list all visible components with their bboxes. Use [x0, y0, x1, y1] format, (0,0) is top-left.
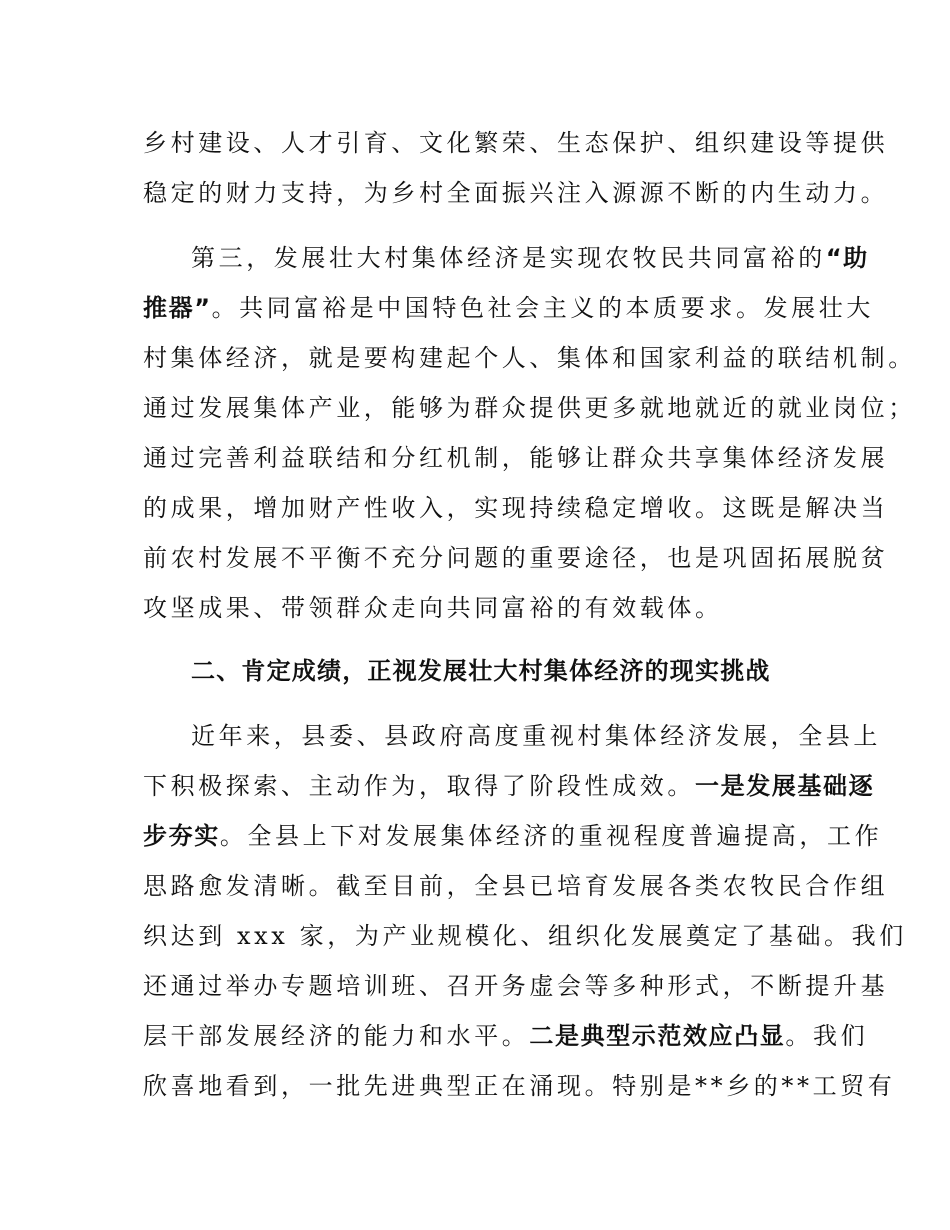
- body-text: 。全县上下对发展集体经济的重视程度普遍提高，工作: [219, 822, 883, 850]
- body-text: 。我们: [785, 1022, 869, 1050]
- paragraph-line: 的成果，增加财产性收入，实现持续稳定增收。这既是解决当: [143, 494, 889, 522]
- paragraph-line: 欣喜地看到，一批先进典型正在涌现。特别是**乡的**工贸有: [143, 1072, 896, 1100]
- body-text: 。共同富裕是中国特色社会主义的本质要求。发展壮大: [211, 294, 874, 322]
- section-heading: 二、肯定成绩，正视发展壮大村集体经济的现实挑战: [191, 657, 771, 685]
- emphasis-text: 推器”: [143, 294, 212, 322]
- paragraph-line: [143, 761, 875, 811]
- body-text: 层干部发展经济的能力和水平。: [143, 1022, 530, 1050]
- paragraph-line: [191, 233, 869, 283]
- paragraph-line: 通过发展集体产业，能够为群众提供更多就地就近的就业岗位；: [143, 394, 916, 422]
- body-text: 第三，发展壮大村集体经济是实现农牧民共同富裕的: [191, 244, 826, 272]
- paragraph-line: 攻坚成果、带领群众走向共同富裕的有效载体。: [143, 594, 723, 622]
- emphasis-text: 步夯实: [143, 822, 220, 850]
- paragraph-line: [143, 1011, 869, 1061]
- body-text: 下积极探索、主动作为，取得了阶段性成效。: [143, 772, 695, 800]
- paragraph-line: 通过完善利益联结和分红机制，能够让群众共享集体经济发展: [143, 444, 889, 472]
- paragraph-line: [143, 811, 883, 861]
- paragraph-line: 思路愈发清晰。截至目前，全县已培育发展各类农牧民合作组: [143, 872, 889, 900]
- paragraph-line: 还通过举办专题培训班、召开务虚会等多种形式，不断提升基: [143, 972, 889, 1000]
- emphasis-text: 一是发展基础逐: [695, 772, 875, 800]
- paragraph-line: 近年来，县委、县政府高度重视村集体经济发展，全县上: [191, 722, 881, 750]
- paragraph-line: 前农村发展不平衡不充分问题的重要途径，也是巩固拓展脱贫: [143, 544, 889, 572]
- emphasis-text: 二是典型示范效应凸显: [529, 1022, 786, 1050]
- emphasis-text: “助: [825, 244, 869, 272]
- paragraph-line: [143, 283, 874, 333]
- paragraph-line: 乡村建设、人才引育、文化繁荣、生态保护、组织建设等提供: [143, 129, 889, 157]
- paragraph-line: 织达到 xxx 家，为产业规模化、组织化发展奠定了基础。我们: [143, 922, 907, 950]
- paragraph-line: 村集体经济，就是要构建起个人、集体和国家利益的联结机制。: [143, 344, 916, 372]
- paragraph-line: 稳定的财力支持，为乡村全面振兴注入源源不断的内生动力。: [143, 179, 889, 207]
